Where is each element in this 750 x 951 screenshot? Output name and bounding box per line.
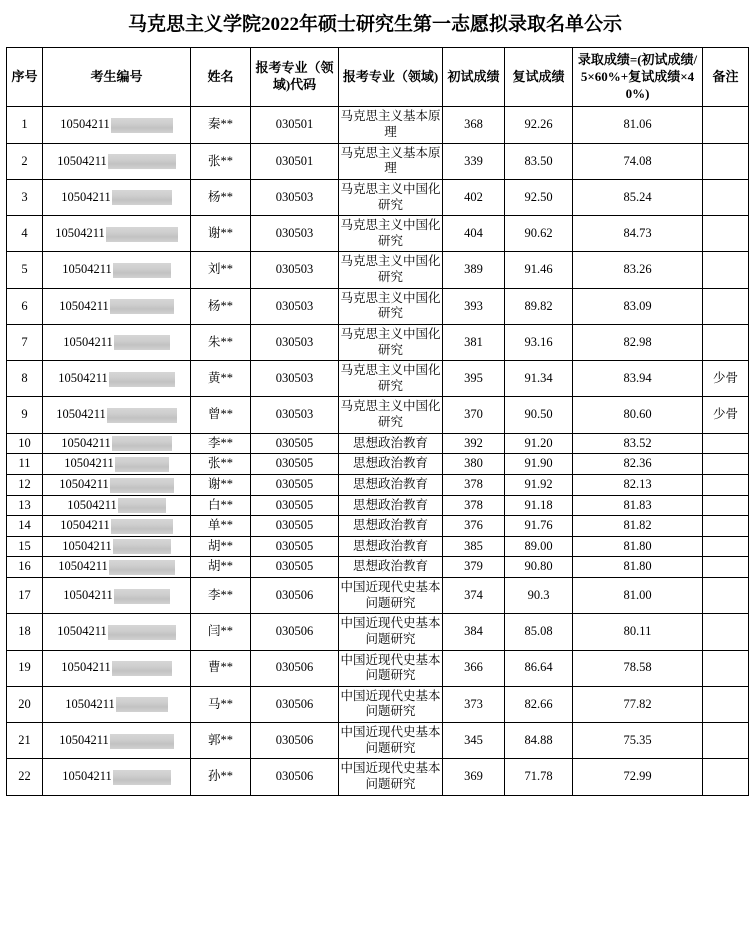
redaction-bar <box>116 697 168 712</box>
cell-name: 张** <box>191 454 251 475</box>
column-header-major-code: 报考专业（领域)代码 <box>251 47 339 107</box>
redaction-bar <box>106 227 178 242</box>
candidate-no-text: 10504211 <box>60 518 110 533</box>
cell-index: 8 <box>7 361 43 397</box>
cell-index: 16 <box>7 557 43 578</box>
table-row <box>7 361 749 397</box>
candidate-no-text: 10504211 <box>59 298 109 313</box>
cell-major-code: 030505 <box>251 474 339 495</box>
cell-index: 5 <box>7 252 43 288</box>
redaction-bar <box>109 560 175 575</box>
cell-major-field: 马克思主义中国化研究 <box>339 324 443 360</box>
redaction-bar <box>111 519 173 534</box>
candidate-no-text: 10504211 <box>62 538 112 553</box>
cell-candidate-no <box>43 179 191 215</box>
cell-note <box>703 324 749 360</box>
cell-index: 7 <box>7 324 43 360</box>
cell-final-score: 81.82 <box>573 516 703 537</box>
cell-candidate-no <box>43 288 191 324</box>
cell-major-code: 030501 <box>251 107 339 143</box>
cell-note <box>703 650 749 686</box>
cell-note <box>703 179 749 215</box>
table-row <box>7 143 749 179</box>
cell-second-score: 90.62 <box>505 216 573 252</box>
cell-major-field: 马克思主义中国化研究 <box>339 216 443 252</box>
cell-note <box>703 454 749 475</box>
table-row <box>7 650 749 686</box>
table-row <box>7 433 749 454</box>
cell-final-score: 84.73 <box>573 216 703 252</box>
cell-major-field: 思想政治教育 <box>339 495 443 516</box>
cell-second-score: 91.20 <box>505 433 573 454</box>
cell-candidate-no <box>43 361 191 397</box>
redaction-bar <box>107 408 177 423</box>
redaction-bar <box>114 335 170 350</box>
table-row <box>7 179 749 215</box>
cell-first-score: 404 <box>443 216 505 252</box>
cell-second-score: 84.88 <box>505 723 573 759</box>
cell-name: 单** <box>191 516 251 537</box>
cell-name: 秦** <box>191 107 251 143</box>
cell-index: 9 <box>7 397 43 433</box>
cell-final-score: 80.60 <box>573 397 703 433</box>
redaction-bar <box>113 770 171 785</box>
cell-final-score: 81.80 <box>573 536 703 557</box>
cell-second-score: 91.76 <box>505 516 573 537</box>
cell-name: 杨** <box>191 288 251 324</box>
cell-candidate-no <box>43 723 191 759</box>
cell-note <box>703 216 749 252</box>
cell-final-score: 83.94 <box>573 361 703 397</box>
cell-final-score: 82.13 <box>573 474 703 495</box>
cell-second-score: 91.34 <box>505 361 573 397</box>
cell-major-field: 中国近现代史基本问题研究 <box>339 614 443 650</box>
candidate-no-text: 10504211 <box>57 153 107 168</box>
cell-name: 朱** <box>191 324 251 360</box>
cell-candidate-no <box>43 143 191 179</box>
cell-note <box>703 433 749 454</box>
cell-index: 22 <box>7 759 43 795</box>
table-row <box>7 474 749 495</box>
table-row <box>7 495 749 516</box>
column-header-major-field: 报考专业（领域) <box>339 47 443 107</box>
cell-note <box>703 516 749 537</box>
cell-first-score: 373 <box>443 686 505 722</box>
cell-final-score: 85.24 <box>573 179 703 215</box>
cell-second-score: 83.50 <box>505 143 573 179</box>
cell-first-score: 380 <box>443 454 505 475</box>
redaction-bar <box>111 118 173 133</box>
candidate-no-text: 10504211 <box>63 334 113 349</box>
table-row <box>7 454 749 475</box>
cell-index: 6 <box>7 288 43 324</box>
cell-major-code: 030505 <box>251 536 339 557</box>
cell-major-code: 030505 <box>251 454 339 475</box>
cell-name: 胡** <box>191 536 251 557</box>
column-header-index: 序号 <box>7 47 43 107</box>
column-header-first-score: 初试成绩 <box>443 47 505 107</box>
cell-second-score: 89.00 <box>505 536 573 557</box>
cell-name: 胡** <box>191 557 251 578</box>
candidate-no-text: 10504211 <box>55 226 105 241</box>
cell-note: 少骨 <box>703 361 749 397</box>
cell-index: 12 <box>7 474 43 495</box>
cell-candidate-no <box>43 614 191 650</box>
redaction-bar <box>109 372 175 387</box>
cell-second-score: 90.50 <box>505 397 573 433</box>
cell-name: 马** <box>191 686 251 722</box>
cell-final-score: 81.80 <box>573 557 703 578</box>
cell-name: 郭** <box>191 723 251 759</box>
cell-candidate-no <box>43 536 191 557</box>
redaction-bar <box>118 498 166 513</box>
cell-final-score: 77.82 <box>573 686 703 722</box>
cell-major-code: 030503 <box>251 288 339 324</box>
cell-index: 2 <box>7 143 43 179</box>
cell-name: 谢** <box>191 216 251 252</box>
cell-index: 11 <box>7 454 43 475</box>
candidate-no-text: 10504211 <box>58 371 108 386</box>
cell-second-score: 91.92 <box>505 474 573 495</box>
column-header-second-score: 复试成绩 <box>505 47 573 107</box>
redaction-bar <box>112 436 172 451</box>
cell-candidate-no <box>43 433 191 454</box>
cell-major-code: 030506 <box>251 723 339 759</box>
candidate-no-text: 10504211 <box>65 696 115 711</box>
cell-final-score: 74.08 <box>573 143 703 179</box>
cell-candidate-no <box>43 216 191 252</box>
redaction-bar <box>112 661 172 676</box>
cell-index: 14 <box>7 516 43 537</box>
cell-candidate-no <box>43 686 191 722</box>
cell-name: 刘** <box>191 252 251 288</box>
cell-index: 19 <box>7 650 43 686</box>
cell-final-score: 81.83 <box>573 495 703 516</box>
table-row <box>7 288 749 324</box>
cell-name: 曾** <box>191 397 251 433</box>
cell-major-field: 中国近现代史基本问题研究 <box>339 759 443 795</box>
cell-note: 少骨 <box>703 397 749 433</box>
cell-name: 李** <box>191 433 251 454</box>
table-row <box>7 107 749 143</box>
cell-name: 孙** <box>191 759 251 795</box>
cell-name: 黄** <box>191 361 251 397</box>
cell-note <box>703 252 749 288</box>
cell-first-score: 378 <box>443 495 505 516</box>
cell-candidate-no <box>43 650 191 686</box>
cell-second-score: 93.16 <box>505 324 573 360</box>
cell-major-field: 马克思主义中国化研究 <box>339 361 443 397</box>
cell-name: 李** <box>191 578 251 614</box>
cell-final-score: 81.00 <box>573 578 703 614</box>
redaction-bar <box>113 263 171 278</box>
table-row <box>7 557 749 578</box>
redaction-bar <box>113 539 171 554</box>
admission-roster-table <box>6 47 749 796</box>
cell-first-score: 339 <box>443 143 505 179</box>
cell-major-code: 030506 <box>251 614 339 650</box>
cell-index: 13 <box>7 495 43 516</box>
cell-first-score: 395 <box>443 361 505 397</box>
cell-major-field: 马克思主义中国化研究 <box>339 288 443 324</box>
redaction-bar <box>110 299 174 314</box>
cell-first-score: 381 <box>443 324 505 360</box>
cell-major-code: 030505 <box>251 433 339 454</box>
cell-second-score: 90.80 <box>505 557 573 578</box>
table-row <box>7 759 749 795</box>
table-row <box>7 723 749 759</box>
cell-final-score: 75.35 <box>573 723 703 759</box>
redaction-bar <box>108 154 176 169</box>
candidate-no-text: 10504211 <box>61 189 111 204</box>
cell-first-score: 384 <box>443 614 505 650</box>
cell-candidate-no <box>43 474 191 495</box>
cell-major-code: 030506 <box>251 650 339 686</box>
cell-first-score: 389 <box>443 252 505 288</box>
cell-first-score: 369 <box>443 759 505 795</box>
cell-major-field: 马克思主义基本原理 <box>339 143 443 179</box>
redaction-bar <box>112 190 172 205</box>
cell-candidate-no <box>43 454 191 475</box>
cell-index: 18 <box>7 614 43 650</box>
redaction-bar <box>115 457 169 472</box>
cell-final-score: 83.26 <box>573 252 703 288</box>
candidate-no-text: 10504211 <box>59 476 109 491</box>
cell-second-score: 92.26 <box>505 107 573 143</box>
table-row <box>7 516 749 537</box>
column-header-candidate-no: 考生编号 <box>43 47 191 107</box>
column-header-name: 姓名 <box>191 47 251 107</box>
cell-name: 闫** <box>191 614 251 650</box>
cell-major-field: 思想政治教育 <box>339 536 443 557</box>
cell-first-score: 379 <box>443 557 505 578</box>
cell-index: 4 <box>7 216 43 252</box>
cell-first-score: 402 <box>443 179 505 215</box>
cell-note <box>703 614 749 650</box>
cell-candidate-no <box>43 252 191 288</box>
cell-note <box>703 143 749 179</box>
table-header-row <box>7 47 749 107</box>
cell-major-field: 思想政治教育 <box>339 433 443 454</box>
cell-first-score: 378 <box>443 474 505 495</box>
cell-index: 21 <box>7 723 43 759</box>
cell-note <box>703 686 749 722</box>
cell-candidate-no <box>43 516 191 537</box>
cell-note <box>703 536 749 557</box>
cell-final-score: 83.52 <box>573 433 703 454</box>
cell-note <box>703 759 749 795</box>
candidate-no-text: 10504211 <box>61 660 111 675</box>
redaction-bar <box>114 589 170 604</box>
cell-major-code: 030503 <box>251 252 339 288</box>
cell-major-code: 030505 <box>251 516 339 537</box>
cell-first-score: 393 <box>443 288 505 324</box>
candidate-no-text: 10504211 <box>59 732 109 747</box>
cell-name: 谢** <box>191 474 251 495</box>
cell-final-score: 82.36 <box>573 454 703 475</box>
cell-major-code: 030503 <box>251 179 339 215</box>
cell-major-field: 中国近现代史基本问题研究 <box>339 578 443 614</box>
cell-major-field: 马克思主义中国化研究 <box>339 252 443 288</box>
redaction-bar <box>108 625 176 640</box>
cell-major-field: 思想政治教育 <box>339 454 443 475</box>
cell-major-code: 030506 <box>251 578 339 614</box>
cell-first-score: 374 <box>443 578 505 614</box>
cell-major-field: 马克思主义基本原理 <box>339 107 443 143</box>
cell-second-score: 89.82 <box>505 288 573 324</box>
cell-note <box>703 288 749 324</box>
cell-candidate-no <box>43 397 191 433</box>
cell-name: 曹** <box>191 650 251 686</box>
cell-major-field: 思想政治教育 <box>339 516 443 537</box>
cell-second-score: 82.66 <box>505 686 573 722</box>
candidate-no-text: 10504211 <box>63 587 113 602</box>
cell-name: 杨** <box>191 179 251 215</box>
cell-first-score: 370 <box>443 397 505 433</box>
cell-first-score: 366 <box>443 650 505 686</box>
cell-index: 15 <box>7 536 43 557</box>
cell-major-code: 030506 <box>251 759 339 795</box>
cell-candidate-no <box>43 107 191 143</box>
cell-major-code: 030503 <box>251 216 339 252</box>
candidate-no-text: 10504211 <box>64 456 114 471</box>
cell-major-code: 030506 <box>251 686 339 722</box>
cell-major-field: 思想政治教育 <box>339 557 443 578</box>
cell-major-field: 中国近现代史基本问题研究 <box>339 686 443 722</box>
redaction-bar <box>110 478 174 493</box>
cell-note <box>703 474 749 495</box>
cell-major-field: 中国近现代史基本问题研究 <box>339 723 443 759</box>
cell-index: 20 <box>7 686 43 722</box>
cell-major-code: 030501 <box>251 143 339 179</box>
candidate-no-text: 10504211 <box>58 559 108 574</box>
table-row <box>7 216 749 252</box>
cell-major-code: 030505 <box>251 495 339 516</box>
cell-candidate-no <box>43 557 191 578</box>
cell-first-score: 385 <box>443 536 505 557</box>
cell-final-score: 83.09 <box>573 288 703 324</box>
cell-final-score: 72.99 <box>573 759 703 795</box>
cell-second-score: 86.64 <box>505 650 573 686</box>
cell-second-score: 71.78 <box>505 759 573 795</box>
cell-candidate-no <box>43 759 191 795</box>
cell-candidate-no <box>43 495 191 516</box>
table-row <box>7 686 749 722</box>
cell-second-score: 91.46 <box>505 252 573 288</box>
candidate-no-text: 10504211 <box>57 624 107 639</box>
candidate-no-text: 10504211 <box>56 407 106 422</box>
table-row <box>7 324 749 360</box>
candidate-no-text: 10504211 <box>60 117 110 132</box>
column-header-note: 备注 <box>703 47 749 107</box>
cell-second-score: 92.50 <box>505 179 573 215</box>
candidate-no-text: 10504211 <box>62 262 112 277</box>
cell-final-score: 81.06 <box>573 107 703 143</box>
table-row <box>7 536 749 557</box>
column-header-final-score: 录取成绩=(初试成绩/5×60%+复试成绩×40%) <box>573 47 703 107</box>
cell-index: 17 <box>7 578 43 614</box>
table-row <box>7 397 749 433</box>
cell-note <box>703 495 749 516</box>
cell-final-score: 78.58 <box>573 650 703 686</box>
table-row <box>7 578 749 614</box>
cell-major-code: 030503 <box>251 397 339 433</box>
cell-first-score: 392 <box>443 433 505 454</box>
cell-candidate-no <box>43 578 191 614</box>
cell-index: 10 <box>7 433 43 454</box>
cell-major-field: 思想政治教育 <box>339 474 443 495</box>
cell-second-score: 85.08 <box>505 614 573 650</box>
cell-note <box>703 578 749 614</box>
cell-final-score: 80.11 <box>573 614 703 650</box>
cell-index: 1 <box>7 107 43 143</box>
cell-index: 3 <box>7 179 43 215</box>
cell-final-score: 82.98 <box>573 324 703 360</box>
cell-major-field: 中国近现代史基本问题研究 <box>339 650 443 686</box>
cell-name: 张** <box>191 143 251 179</box>
cell-second-score: 91.90 <box>505 454 573 475</box>
cell-note <box>703 723 749 759</box>
table-row <box>7 614 749 650</box>
cell-major-field: 马克思主义中国化研究 <box>339 179 443 215</box>
candidate-no-text: 10504211 <box>61 435 111 450</box>
cell-major-field: 马克思主义中国化研究 <box>339 397 443 433</box>
cell-note <box>703 557 749 578</box>
candidate-no-text: 10504211 <box>62 769 112 784</box>
cell-candidate-no <box>43 324 191 360</box>
cell-major-code: 030503 <box>251 361 339 397</box>
redaction-bar <box>110 734 174 749</box>
table-row <box>7 252 749 288</box>
cell-major-code: 030503 <box>251 324 339 360</box>
cell-first-score: 376 <box>443 516 505 537</box>
candidate-no-text: 10504211 <box>67 497 117 512</box>
cell-first-score: 368 <box>443 107 505 143</box>
cell-name: 白** <box>191 495 251 516</box>
cell-second-score: 91.18 <box>505 495 573 516</box>
cell-major-code: 030505 <box>251 557 339 578</box>
cell-second-score: 90.3 <box>505 578 573 614</box>
cell-first-score: 345 <box>443 723 505 759</box>
page-title: 马克思主义学院2022年硕士研究生第一志愿拟录取名单公示 <box>127 14 622 35</box>
cell-note <box>703 107 749 143</box>
